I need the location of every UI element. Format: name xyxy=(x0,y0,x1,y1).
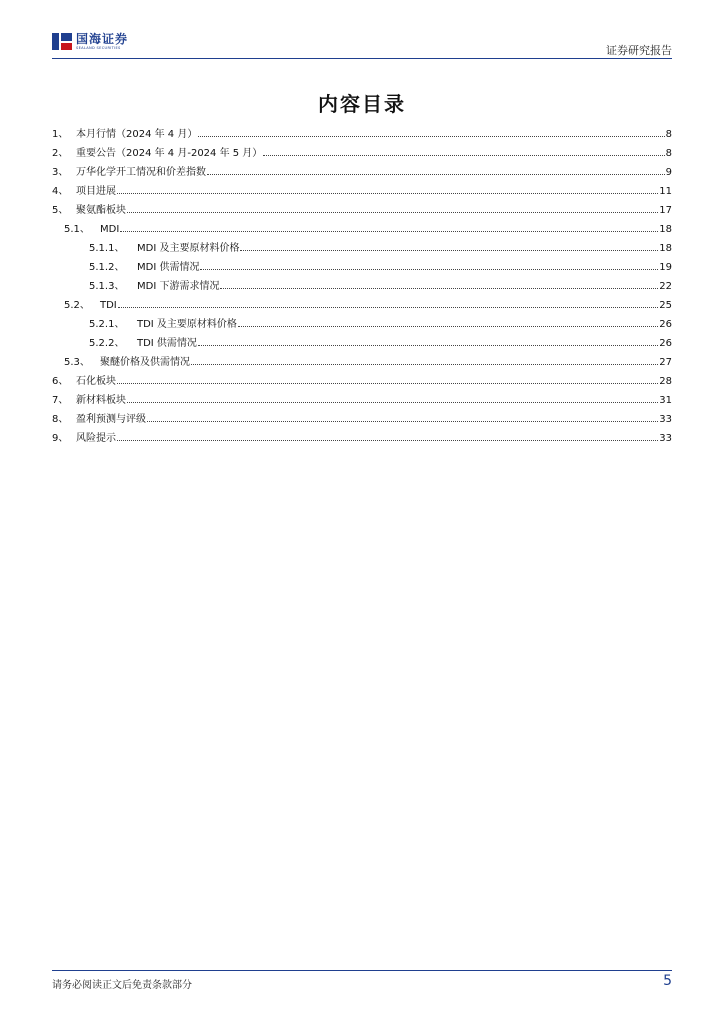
toc-leader-dots xyxy=(263,154,664,156)
toc-entry-number: 5.1、 xyxy=(64,224,90,235)
toc-entry-label[interactable]: 聚氨酯板块 xyxy=(76,205,126,216)
toc-leader-dots xyxy=(117,192,658,194)
toc-entry-page[interactable]: 22 xyxy=(659,281,672,292)
logo-mark-icon xyxy=(52,32,72,52)
report-type-label: 证券研究报告 xyxy=(606,44,672,57)
toc-entry-page[interactable]: 9 xyxy=(665,167,672,178)
toc-leader-dots xyxy=(200,268,658,270)
table-of-contents xyxy=(52,121,672,444)
logo-text-cn: 国海证券 xyxy=(76,32,129,47)
company-logo xyxy=(52,32,128,52)
toc-entry[interactable] xyxy=(52,387,672,406)
toc-entry-number: 5.2.1、 xyxy=(89,319,125,330)
toc-entry[interactable] xyxy=(52,121,672,140)
toc-entry-label[interactable]: 风险提示 xyxy=(76,433,116,444)
toc-entry-page[interactable]: 28 xyxy=(659,376,672,387)
toc-entry-number: 5.1.3、 xyxy=(89,281,125,292)
page-header xyxy=(52,30,672,58)
toc-entry[interactable] xyxy=(52,235,672,254)
toc-leader-dots xyxy=(117,439,658,441)
toc-entry-number: 5.1.1、 xyxy=(89,243,125,254)
toc-entry[interactable] xyxy=(52,140,672,159)
toc-leader-dots xyxy=(191,363,658,365)
toc-entry[interactable] xyxy=(52,159,672,178)
toc-entry[interactable] xyxy=(52,216,672,235)
toc-leader-dots xyxy=(117,382,658,384)
toc-leader-dots xyxy=(120,230,658,232)
toc-entry-page[interactable]: 31 xyxy=(659,395,672,406)
toc-entry-label[interactable]: MDI 及主要原材料价格 xyxy=(137,243,240,254)
logo-text-en: SEALAND SECURITIES xyxy=(76,46,121,51)
toc-entry-label[interactable]: 项目进展 xyxy=(76,186,116,197)
toc-entry-number: 5.1.2、 xyxy=(89,262,125,273)
toc-entry-number: 4、 xyxy=(52,186,69,197)
toc-entry[interactable] xyxy=(52,197,672,216)
toc-leader-dots xyxy=(198,135,664,137)
toc-entry-page[interactable]: 19 xyxy=(659,262,672,273)
toc-leader-dots xyxy=(238,325,658,327)
toc-entry-label[interactable]: 重要公告（2024 年 4 月-2024 年 5 月） xyxy=(76,148,263,159)
page-number: 5 xyxy=(663,973,672,989)
toc-entry[interactable] xyxy=(52,330,672,349)
toc-entry-label[interactable]: MDI 供需情况 xyxy=(137,262,200,273)
toc-entry-label[interactable]: TDI 供需情况 xyxy=(137,338,197,349)
toc-entry-page[interactable]: 8 xyxy=(665,129,672,140)
toc-leader-dots xyxy=(240,249,658,251)
toc-entry-label[interactable]: 本月行情（2024 年 4 月） xyxy=(76,129,198,140)
toc-leader-dots xyxy=(220,287,658,289)
toc-entry-number: 1、 xyxy=(52,129,69,140)
toc-entry-number: 5.2、 xyxy=(64,300,90,311)
toc-entry-page[interactable]: 26 xyxy=(659,338,672,349)
toc-entry[interactable] xyxy=(52,425,672,444)
toc-entry-page[interactable]: 27 xyxy=(659,357,672,368)
header-divider xyxy=(52,58,672,59)
toc-entry[interactable] xyxy=(52,311,672,330)
toc-entry-number: 8、 xyxy=(52,414,69,425)
toc-entry[interactable] xyxy=(52,178,672,197)
toc-entry-label[interactable]: TDI 及主要原材料价格 xyxy=(137,319,237,330)
toc-entry-page[interactable]: 33 xyxy=(659,433,672,444)
toc-entry-label[interactable]: 石化板块 xyxy=(76,376,116,387)
toc-entry-label[interactable]: MDI 下游需求情况 xyxy=(137,281,220,292)
toc-entry-label[interactable]: 新材料板块 xyxy=(76,395,126,406)
toc-entry-label[interactable]: MDI xyxy=(100,224,120,235)
toc-leader-dots xyxy=(127,401,658,403)
footer-disclaimer: 请务必阅读正文后免责条款部分 xyxy=(52,980,192,991)
toc-leader-dots xyxy=(118,306,659,308)
toc-leader-dots xyxy=(198,344,658,346)
toc-entry[interactable] xyxy=(52,406,672,425)
toc-entry-page[interactable]: 17 xyxy=(659,205,672,216)
page-title: 内容目录 xyxy=(318,92,406,116)
toc-entry-number: 2、 xyxy=(52,148,69,159)
toc-entry-number: 3、 xyxy=(52,167,69,178)
toc-entry-page[interactable]: 33 xyxy=(659,414,672,425)
toc-leader-dots xyxy=(127,211,658,213)
toc-entry-page[interactable]: 8 xyxy=(665,148,672,159)
footer-divider xyxy=(52,970,672,971)
toc-entry-number: 5.3、 xyxy=(64,357,90,368)
toc-entry-label[interactable]: 聚醚价格及供需情况 xyxy=(100,357,190,368)
toc-entry-number: 7、 xyxy=(52,395,69,406)
toc-entry[interactable] xyxy=(52,349,672,368)
toc-entry-number: 6、 xyxy=(52,376,69,387)
toc-entry-label[interactable]: 盈利预测与评级 xyxy=(76,414,146,425)
toc-leader-dots xyxy=(207,173,665,175)
toc-entry-number: 5.2.2、 xyxy=(89,338,125,349)
toc-entry-page[interactable]: 18 xyxy=(659,224,672,235)
toc-entry-page[interactable]: 11 xyxy=(659,186,672,197)
toc-entry-page[interactable]: 25 xyxy=(659,300,672,311)
toc-entry-page[interactable]: 26 xyxy=(659,319,672,330)
toc-entry-number: 5、 xyxy=(52,205,69,216)
toc-entry[interactable] xyxy=(52,368,672,387)
toc-entry-label[interactable]: TDI xyxy=(100,300,117,311)
toc-entry[interactable] xyxy=(52,292,672,311)
toc-entry-number: 9、 xyxy=(52,433,69,444)
toc-entry-label[interactable]: 万华化学开工情况和价差指数 xyxy=(76,167,206,178)
toc-entry[interactable] xyxy=(52,273,672,292)
toc-entry-page[interactable]: 18 xyxy=(659,243,672,254)
toc-entry[interactable] xyxy=(52,254,672,273)
toc-leader-dots xyxy=(147,420,658,422)
